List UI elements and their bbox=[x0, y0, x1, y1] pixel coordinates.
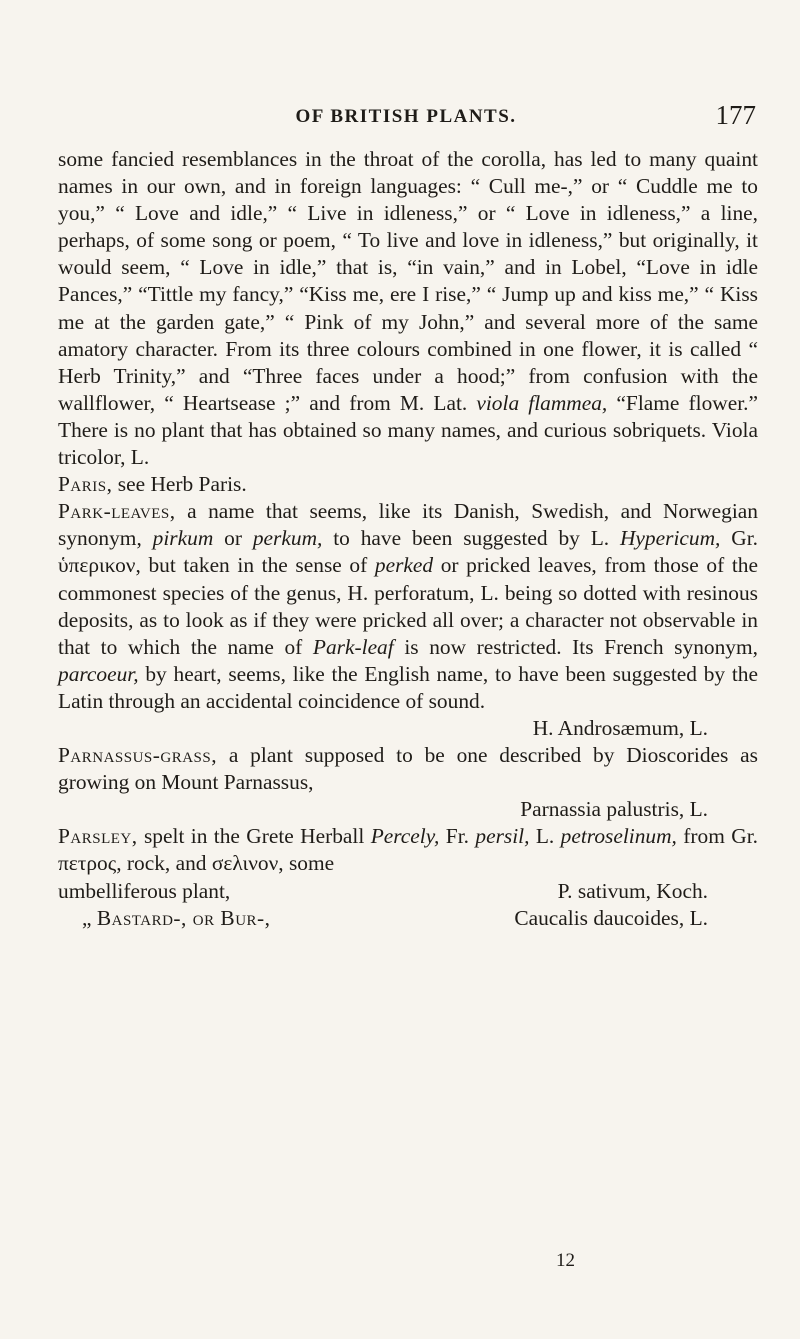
entry-pansy bbox=[58, 146, 758, 471]
species-name: Caucalis daucoides, L. bbox=[514, 905, 708, 930]
running-head: OF BRITISH PLANTS. bbox=[295, 106, 517, 127]
species-name: P. sativum, Koch. bbox=[557, 878, 708, 903]
entry-headword: Paris, bbox=[58, 472, 113, 497]
ditto-mark: „ bbox=[82, 905, 92, 930]
italic-term: Park-leaf bbox=[312, 634, 394, 659]
entry-headword: Parsley, bbox=[58, 824, 138, 849]
entry-paris bbox=[58, 471, 758, 498]
entry-park-leaves bbox=[58, 498, 758, 715]
entry-headword: Parnassus-grass, bbox=[58, 743, 218, 768]
italic-term: petroselinum, bbox=[560, 824, 677, 849]
italic-term: Hypericum, bbox=[619, 526, 721, 551]
entry-bastard-parsley bbox=[58, 905, 758, 932]
page-body bbox=[58, 146, 758, 932]
entry-text: Fr. bbox=[445, 824, 469, 849]
entry-text: or pricked leaves, from those of the commonest species of the genus, H. perforatum, L. being so dotted with resinous deposits, as to look as if they were pricked all over; a character not observable in that to which the name of bbox=[58, 553, 758, 659]
italic-term: persil, bbox=[475, 824, 530, 849]
italic-term: pirkum bbox=[152, 526, 214, 551]
entry-text: Gr. ὑπερικον, but taken in the sense of bbox=[58, 526, 758, 578]
entry-text: see Herb Paris. bbox=[117, 472, 247, 497]
entry-text: some fancied resemblances in the throat of the corolla, has led to many quaint names in our own, and in foreign languages: “ Cull me-,” or “ Cuddle me to you,” “ Love and idle,” “ Live in idleness,” or “ Love in idleness,” a line, perhaps, of some song or poem, “ To live and love in idleness,” but originally, it would seem, “ Love in idle,” that is, “in vain,” and in Lobel, “Love in idle Pances,” “Tittle my fancy,” “Kiss me, ere I rise,” “ Jump up and kiss me,” “ Kiss me at the garden gate,” “ Pink of my John,” and several more of the same amatory character. From its three colours combined in one flower, it is called “ Herb Trinity,” and “Three faces under a hood;” from confusion with the wallflower, “ Heartsease ;” and from M. Lat. bbox=[58, 147, 758, 415]
entry-headword: Bastard-, or Bur-, bbox=[96, 905, 271, 930]
entry-text: by heart, seems, like the English name, to have been suggested by the Latin through an accidental coincidence of sound. bbox=[58, 661, 758, 713]
entry-text: “Flame flower.” There is no plant that has obtained so many names, and curious sobriquets. Viola tricolor, L. bbox=[58, 390, 758, 470]
entry-text: L. bbox=[535, 824, 555, 849]
entry-text: or bbox=[224, 526, 242, 551]
italic-term: perked bbox=[374, 553, 434, 578]
entry-parsley bbox=[58, 823, 758, 877]
signature-mark: 12 bbox=[556, 1250, 575, 1271]
italic-term: viola flammea, bbox=[476, 390, 608, 415]
species-name: Parnassia palustris, L. bbox=[520, 797, 708, 822]
entry-text: a plant supposed to be one described by Dioscorides as growing on Mount Parnassus, bbox=[58, 743, 758, 795]
page-number: 177 bbox=[715, 100, 756, 130]
entry-text: umbelliferous plant, bbox=[58, 878, 231, 903]
entry-text: to have been suggested by L. bbox=[333, 526, 610, 551]
entry-text: a name that seems, like its Danish, Swedish, and Norwegian synonym, bbox=[58, 499, 758, 551]
italic-term: parcoeur, bbox=[58, 661, 139, 686]
entry-text: from Gr. πετρος, rock, and σελινον, some bbox=[58, 824, 758, 876]
species-name: H. Androsæmum, L. bbox=[532, 715, 708, 740]
entry-text: is now restricted. Its French synonym, bbox=[404, 634, 758, 659]
entry-text: spelt in the Grete Herball bbox=[143, 824, 365, 849]
entry-parnassus-grass bbox=[58, 742, 758, 796]
page-header bbox=[56, 98, 756, 138]
italic-term: perkum, bbox=[252, 526, 323, 551]
entry-headword: Park-leaves, bbox=[58, 499, 176, 524]
italic-term: Percely, bbox=[370, 824, 440, 849]
entry-parsley-line bbox=[58, 878, 758, 905]
